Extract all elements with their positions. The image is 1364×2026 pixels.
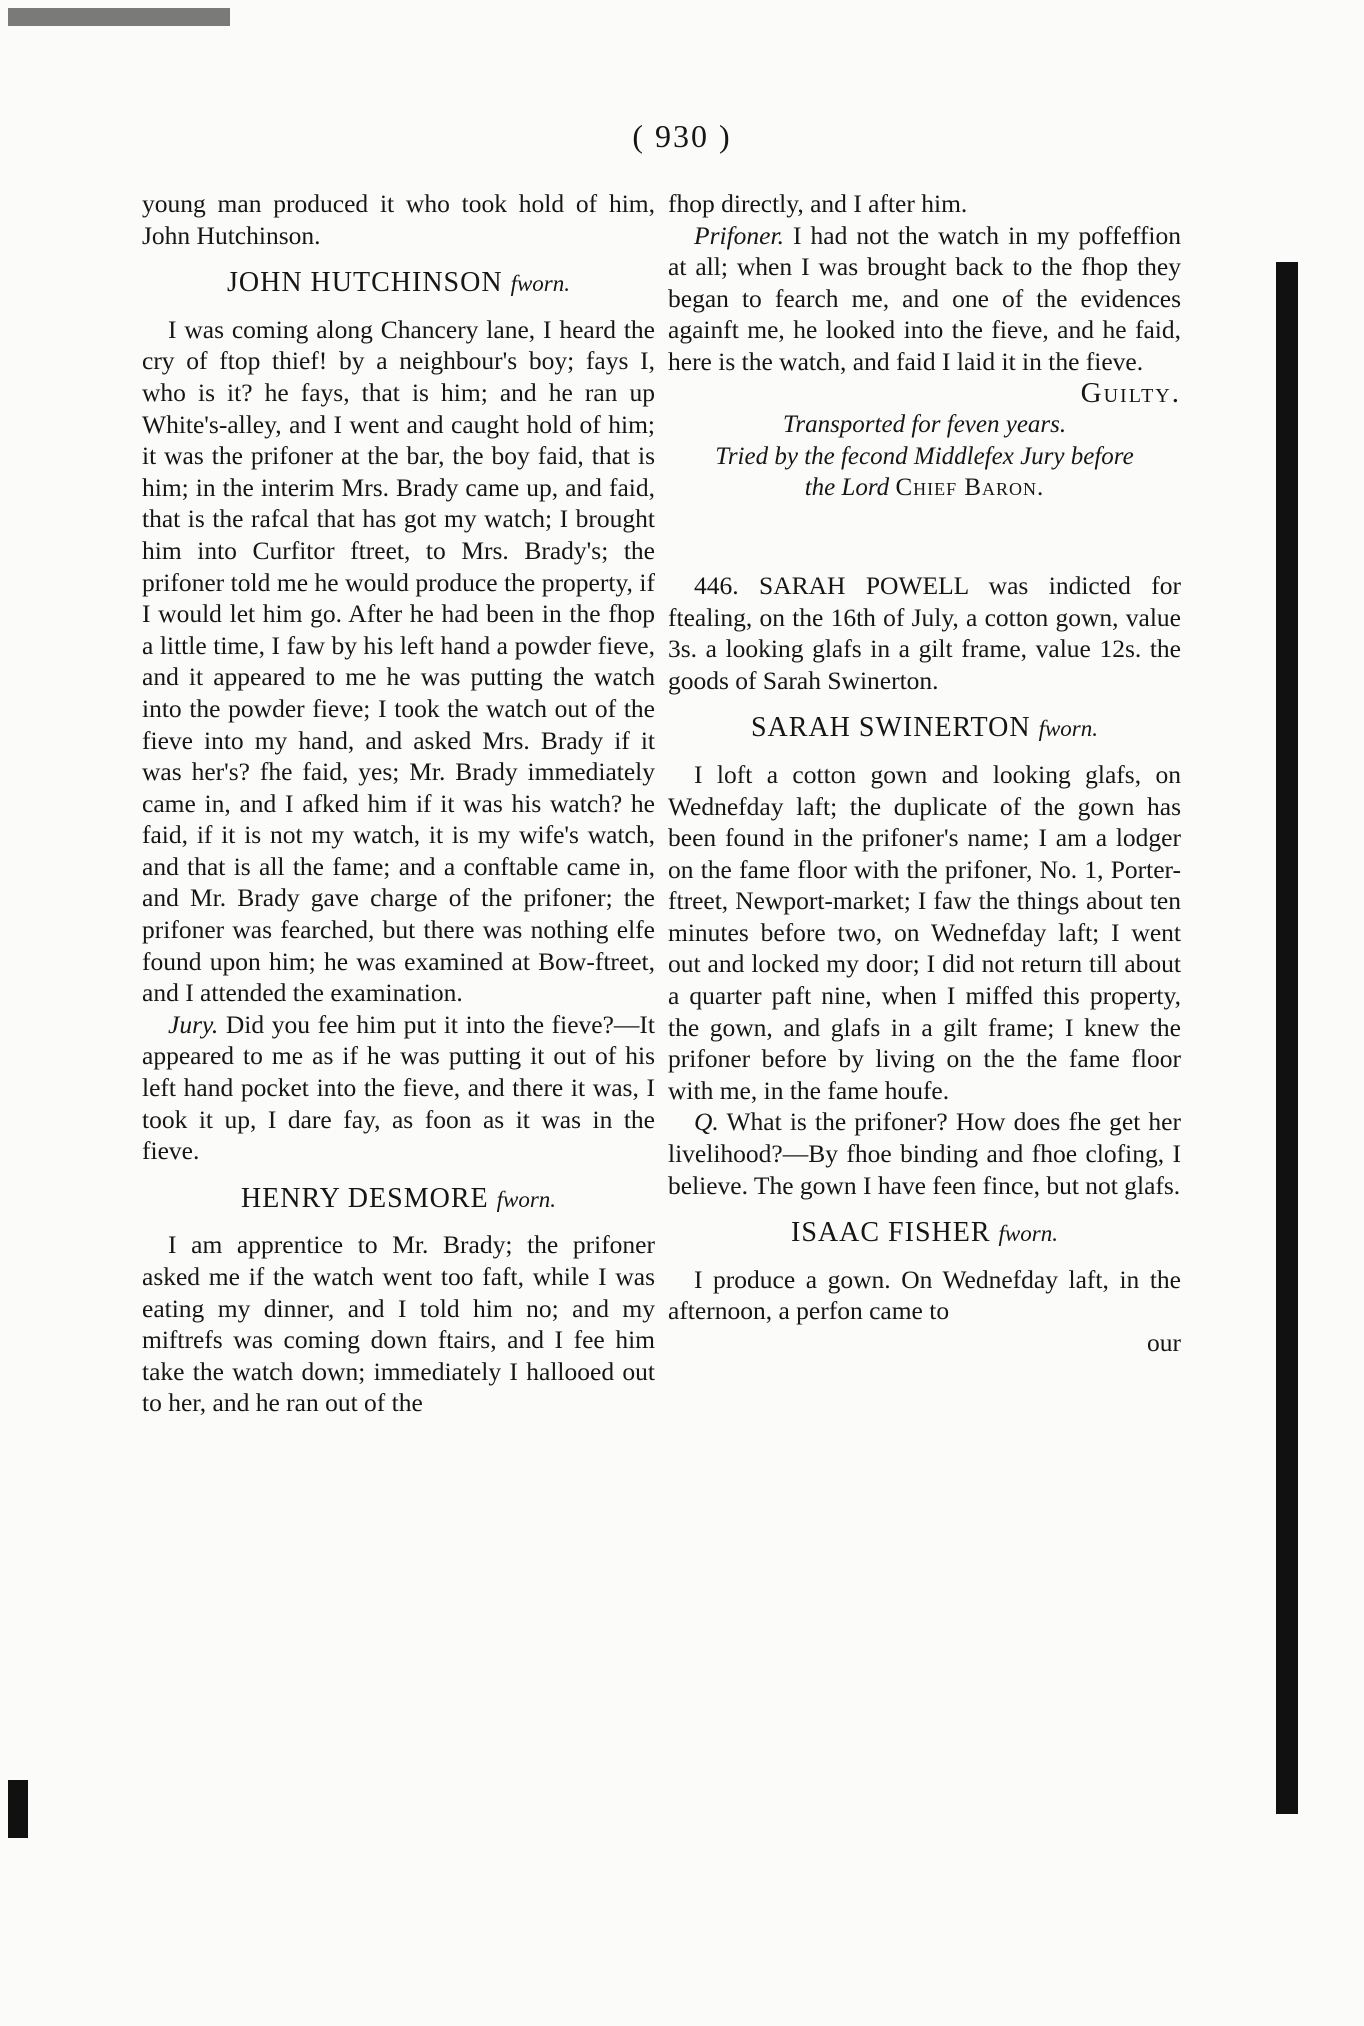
scan-mark-left-edge <box>8 1780 28 1838</box>
sworn-label: fworn. <box>998 1221 1058 1247</box>
testimony-paragraph: I loft a cotton gown and looking glafs, on Wednefday laft; the duplicate of the gown has been found in the prifoner's name; I am a lodger on the fame floor with the prifoner, No. 1, Porter-ftreet, Newport-market; I faw the things about ten minutes before two, on Wednefday laft; I went out and locked my door; I did not return till about a quarter paft nine, when I miffed this property, the gown, and glafs in a gilt frame; I knew the prifoner before by living on the the fame floor with me, in the fame houfe. <box>668 759 1181 1105</box>
verdict: Guilty. <box>1080 376 1181 409</box>
question-paragraph <box>668 1106 1181 1201</box>
case-separator <box>668 504 1181 570</box>
tried-by-line: Tried by the fecond Middlefex Jury before <box>715 442 1134 470</box>
sentence: Transported for feven years. <box>782 411 1067 439</box>
right-column <box>668 188 1181 1359</box>
witness-name: ISAAC FISHER <box>791 1217 991 1249</box>
witness-heading <box>142 267 655 300</box>
jury-question-text: Did you fee him put it into the fieve?—It appeared to me as if he was putting it out of his left hand pocket into the fieve, and there it was, I took it up, I dare fay, as foon as it was in the fieve. <box>142 1009 655 1166</box>
testimony-paragraph: I produce a gown. On Wednefday laft, in the afternoon, a perfon came to <box>668 1264 1181 1326</box>
indictment-paragraph <box>668 570 1181 696</box>
question-text: What is the prifoner? How does fhe get her livelihood?—By fhoe binding and fhoe clofing, I believe. The gown I have feen fince, but not glafs. <box>668 1107 1181 1200</box>
indictment-text: SARAH POWELL was indicted for ftealing, on the 16th of July, a cotton gown, value 3s. a looking glafs in a gilt frame, value 12s. the goods of Sarah Swinerton. <box>668 570 1181 695</box>
witness-name: SARAH SWINERTON <box>750 712 1031 744</box>
catchword: our <box>1147 1328 1181 1357</box>
scan-mark-top-left <box>8 8 230 26</box>
tried-before-prefix: the Lord <box>804 474 890 502</box>
witness-name: HENRY DESMORE <box>240 1182 489 1214</box>
left-column <box>142 188 655 1419</box>
sworn-label: fworn. <box>510 271 570 297</box>
witness-name: JOHN HUTCHINSON <box>227 267 503 299</box>
case-number: 446. <box>694 570 739 600</box>
prisoner-statement-paragraph <box>668 220 1181 378</box>
witness-heading <box>668 712 1181 745</box>
jury-label: Jury. <box>168 1009 219 1039</box>
witness-heading <box>142 1183 655 1216</box>
continued-paragraph: young man produced it who took hold of him, John Hutchinson. <box>142 189 655 250</box>
testimony-paragraph: I am apprentice to Mr. Brady; the prifoner asked me if the watch went too faft, while I was eating my dinner, and I told him no; and my miftrefs was coming down ftairs, and I fee him take the watch down; immediately I hallooed out to her, and he ran out of the <box>142 1230 655 1418</box>
jury-question-paragraph <box>142 1009 655 1167</box>
scan-mark-right-edge <box>1276 262 1298 1814</box>
sworn-label: fworn. <box>496 1186 557 1212</box>
sworn-label: fworn. <box>1038 716 1099 742</box>
tried-before-title: Chief Baron. <box>895 474 1045 502</box>
prisoner-statement-text: I had not the watch in my poffeffion at all; when I was brought back to the fhop they began to fearch me, and one of the evidences againft me, he looked into the fieve, and he faid, here is the watch, and faid I laid it in the fieve. <box>668 220 1181 376</box>
prisoner-label: Prifoner. <box>694 220 784 250</box>
question-label: Q. <box>694 1107 719 1137</box>
continued-paragraph: fhop directly, and I after him. <box>668 189 968 218</box>
tried-before-line <box>668 472 1181 504</box>
testimony-paragraph: I was coming along Chancery lane, I heard the cry of ftop thief! by a neighbour's boy; fays I, who is it? he fays, that is him; and he ran up White's-alley, and I went and caught hold of him; it was the prifoner at the bar, the boy faid, that is him; in the interim Mrs. Brady came up, and faid, that is the rafcal that has got my watch; I brought him into Curfitor ftreet, to Mrs. Brady's; the prifoner told me he would produce the property, if I would let him go. After he had been in the fhop a little time, I faw by his left hand a powder fieve, and it appeared to me he was putting the watch into the powder fieve; I took the watch out of the fieve into my hand, and asked Mrs. Brady if it was her's? fhe faid, yes; Mr. Brady immediately came in, and I afked him if it was his watch? he faid, if it is not my watch, it is my wife's watch, and that is all the fame; and a conftable came in, and Mr. Brady gave charge of the prifoner; the prifoner was fearched, but there was nothing elfe found upon him; he was examined at Bow-ftreet, and I attended the examination. <box>142 314 655 1008</box>
page-number: ( 930 ) <box>632 118 732 154</box>
witness-heading <box>668 1217 1181 1250</box>
